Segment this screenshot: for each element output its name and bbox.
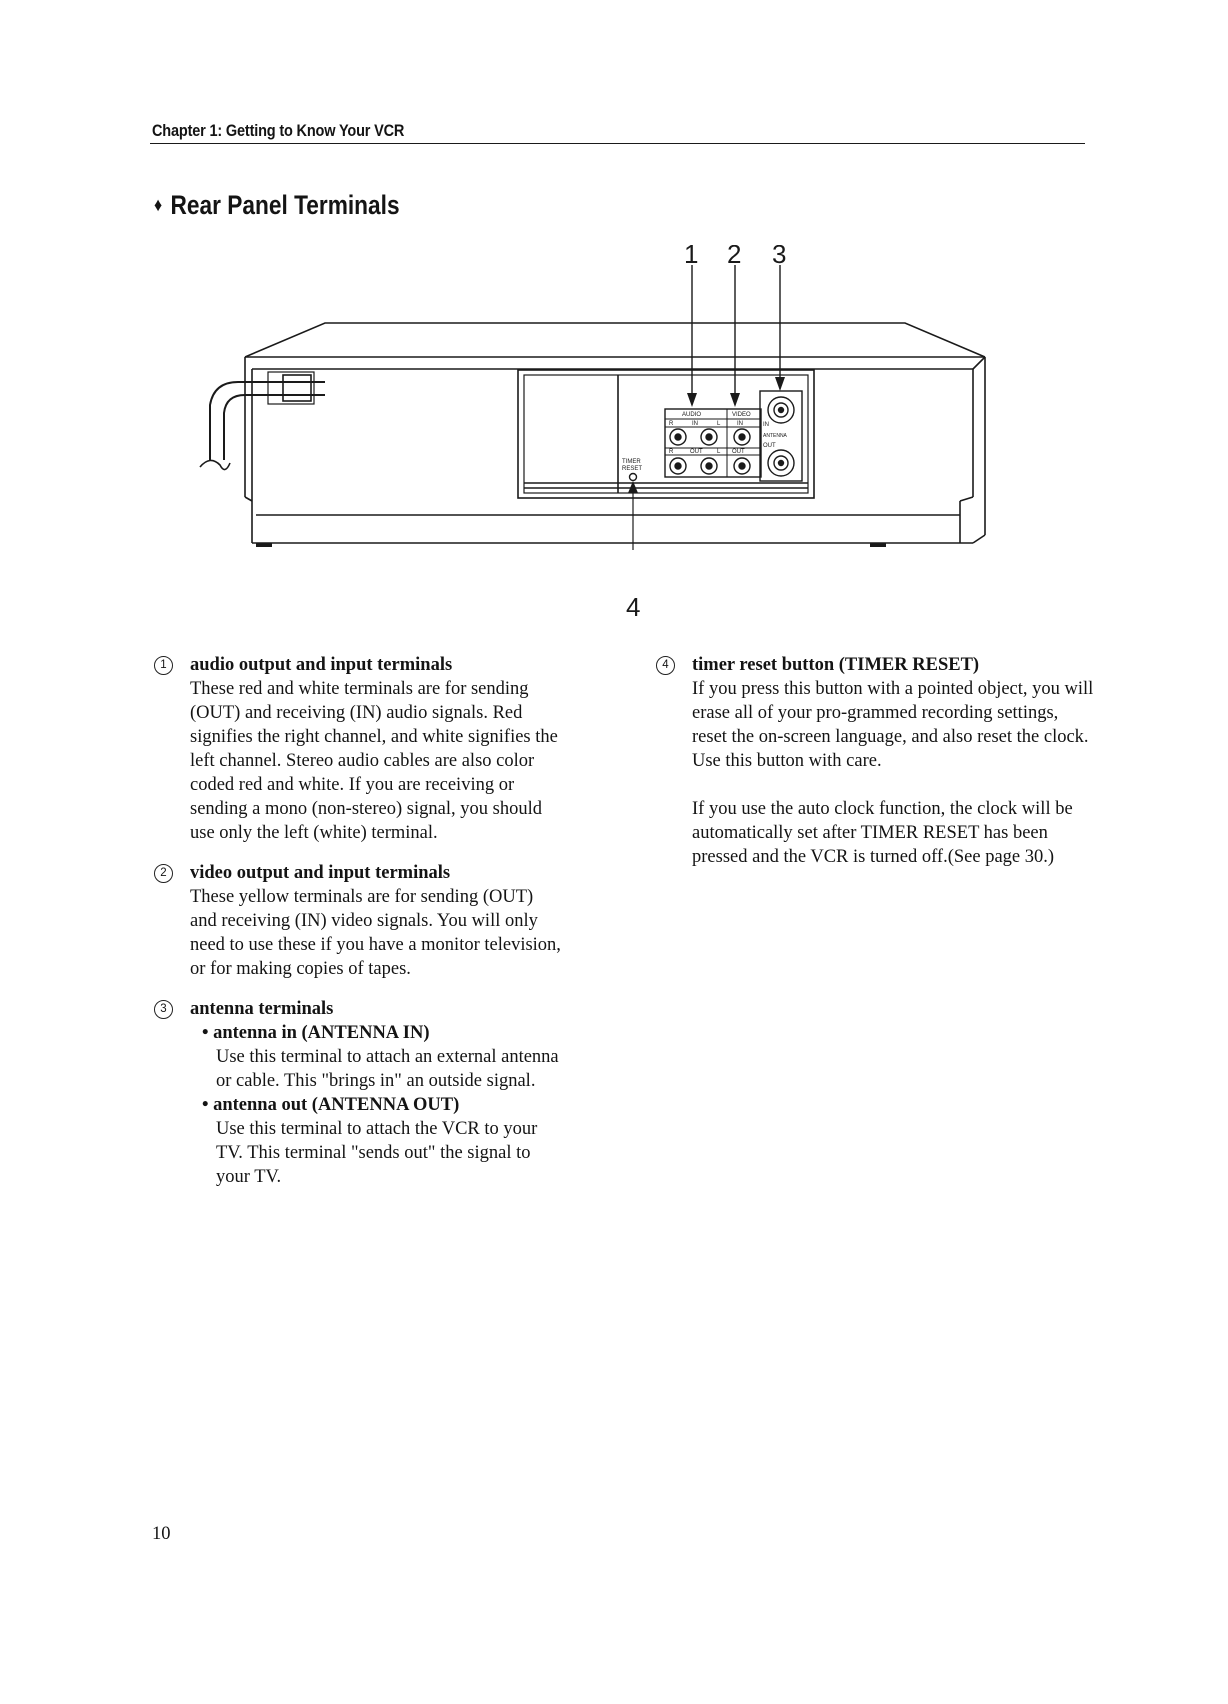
section-title	[154, 190, 400, 221]
item-video-terminals	[154, 861, 564, 981]
page-number: 10	[152, 1524, 171, 1544]
item-number-badge: 2	[154, 864, 173, 883]
panel-label-antenna: ANTENNA	[763, 433, 787, 439]
panel-label-video-in: IN	[737, 421, 743, 427]
panel-label-audio: AUDIO	[682, 412, 702, 418]
vcr-rear-panel-diagram	[190, 245, 1000, 625]
sub-title: • antenna in (ANTENNA IN)	[202, 1023, 430, 1043]
item-body: These red and white terminals are for sending (OUT) and receiving (IN) audio signals. Red signifies the right channel, and white signifies the left channel. Stereo audio cables are also color coded red and white. If you are receiving or sending a mono (non-stereo) signal, you should use only the left (white) terminal.	[190, 679, 558, 843]
callout-2: 2	[727, 245, 742, 269]
callout-3: 3	[772, 245, 787, 269]
timer-reset-button	[630, 474, 637, 481]
panel-label-timer: TIMER	[622, 459, 641, 465]
panel-label-in: IN	[692, 421, 698, 427]
item-timer-reset	[656, 653, 1096, 869]
antenna-out-subsection	[190, 1093, 564, 1189]
item-body: These yellow terminals are for sending (OUT) and receiving (IN) video signals. You will only need to use these if you have a monitor television, or for making copies of tapes.	[190, 887, 561, 979]
callout-1: 1	[684, 245, 699, 269]
callout-4: 4	[626, 592, 641, 622]
sub-title: • antenna out (ANTENNA OUT)	[202, 1095, 460, 1115]
left-column	[154, 653, 564, 1189]
item-number-badge: 3	[154, 1000, 173, 1019]
item-number-badge: 4	[656, 656, 675, 675]
item-body: If you press this button with a pointed object, you will erase all of your pro-grammed recording settings, reset the on-screen language, and also reset the clock. Use this button with care.	[692, 679, 1094, 771]
sub-body: Use this terminal to attach an external antenna or cable. This "brings in" an outside signal.	[216, 1047, 559, 1091]
section-title-text: Rear Panel Terminals	[170, 190, 400, 220]
panel-label-video-out: OUT	[732, 449, 745, 455]
header-rule	[150, 143, 1085, 144]
item-title: antenna terminals	[190, 999, 334, 1019]
panel-label-r-out: R	[669, 449, 674, 455]
chapter-header: Chapter 1: Getting to Know Your VCR	[152, 122, 405, 140]
panel-label-l-out: L	[717, 449, 721, 455]
diamond-bullet-icon: ♦	[154, 195, 163, 216]
antenna-in-subsection	[190, 1021, 564, 1093]
panel-label-reset: RESET	[622, 466, 643, 472]
vcr-top-outline	[245, 323, 985, 357]
panel-label-antenna-out: OUT	[763, 443, 776, 449]
panel-label-l-in: L	[717, 421, 721, 427]
panel-label-antenna-in: IN	[763, 422, 769, 428]
item-body-note: If you use the auto clock function, the clock will be automatically set after TIMER RESET has been pressed and the VCR is turned off.(See page 30.)	[692, 799, 1073, 867]
item-title: audio output and input terminals	[190, 655, 453, 675]
sub-body: Use this terminal to attach the VCR to your TV. This terminal "sends out" the signal to your TV.	[216, 1119, 538, 1187]
panel-label-out: OUT	[690, 449, 703, 455]
panel-label-r-in: R	[669, 421, 674, 427]
right-column	[656, 653, 1096, 869]
cord-clamp	[283, 375, 311, 401]
item-number-badge: 1	[154, 656, 173, 675]
item-title: video output and input terminals	[190, 863, 451, 883]
item-title: timer reset button (TIMER RESET)	[692, 655, 980, 675]
item-antenna-terminals	[154, 997, 564, 1189]
panel-label-video: VIDEO	[732, 412, 751, 418]
item-audio-terminals	[154, 653, 564, 845]
